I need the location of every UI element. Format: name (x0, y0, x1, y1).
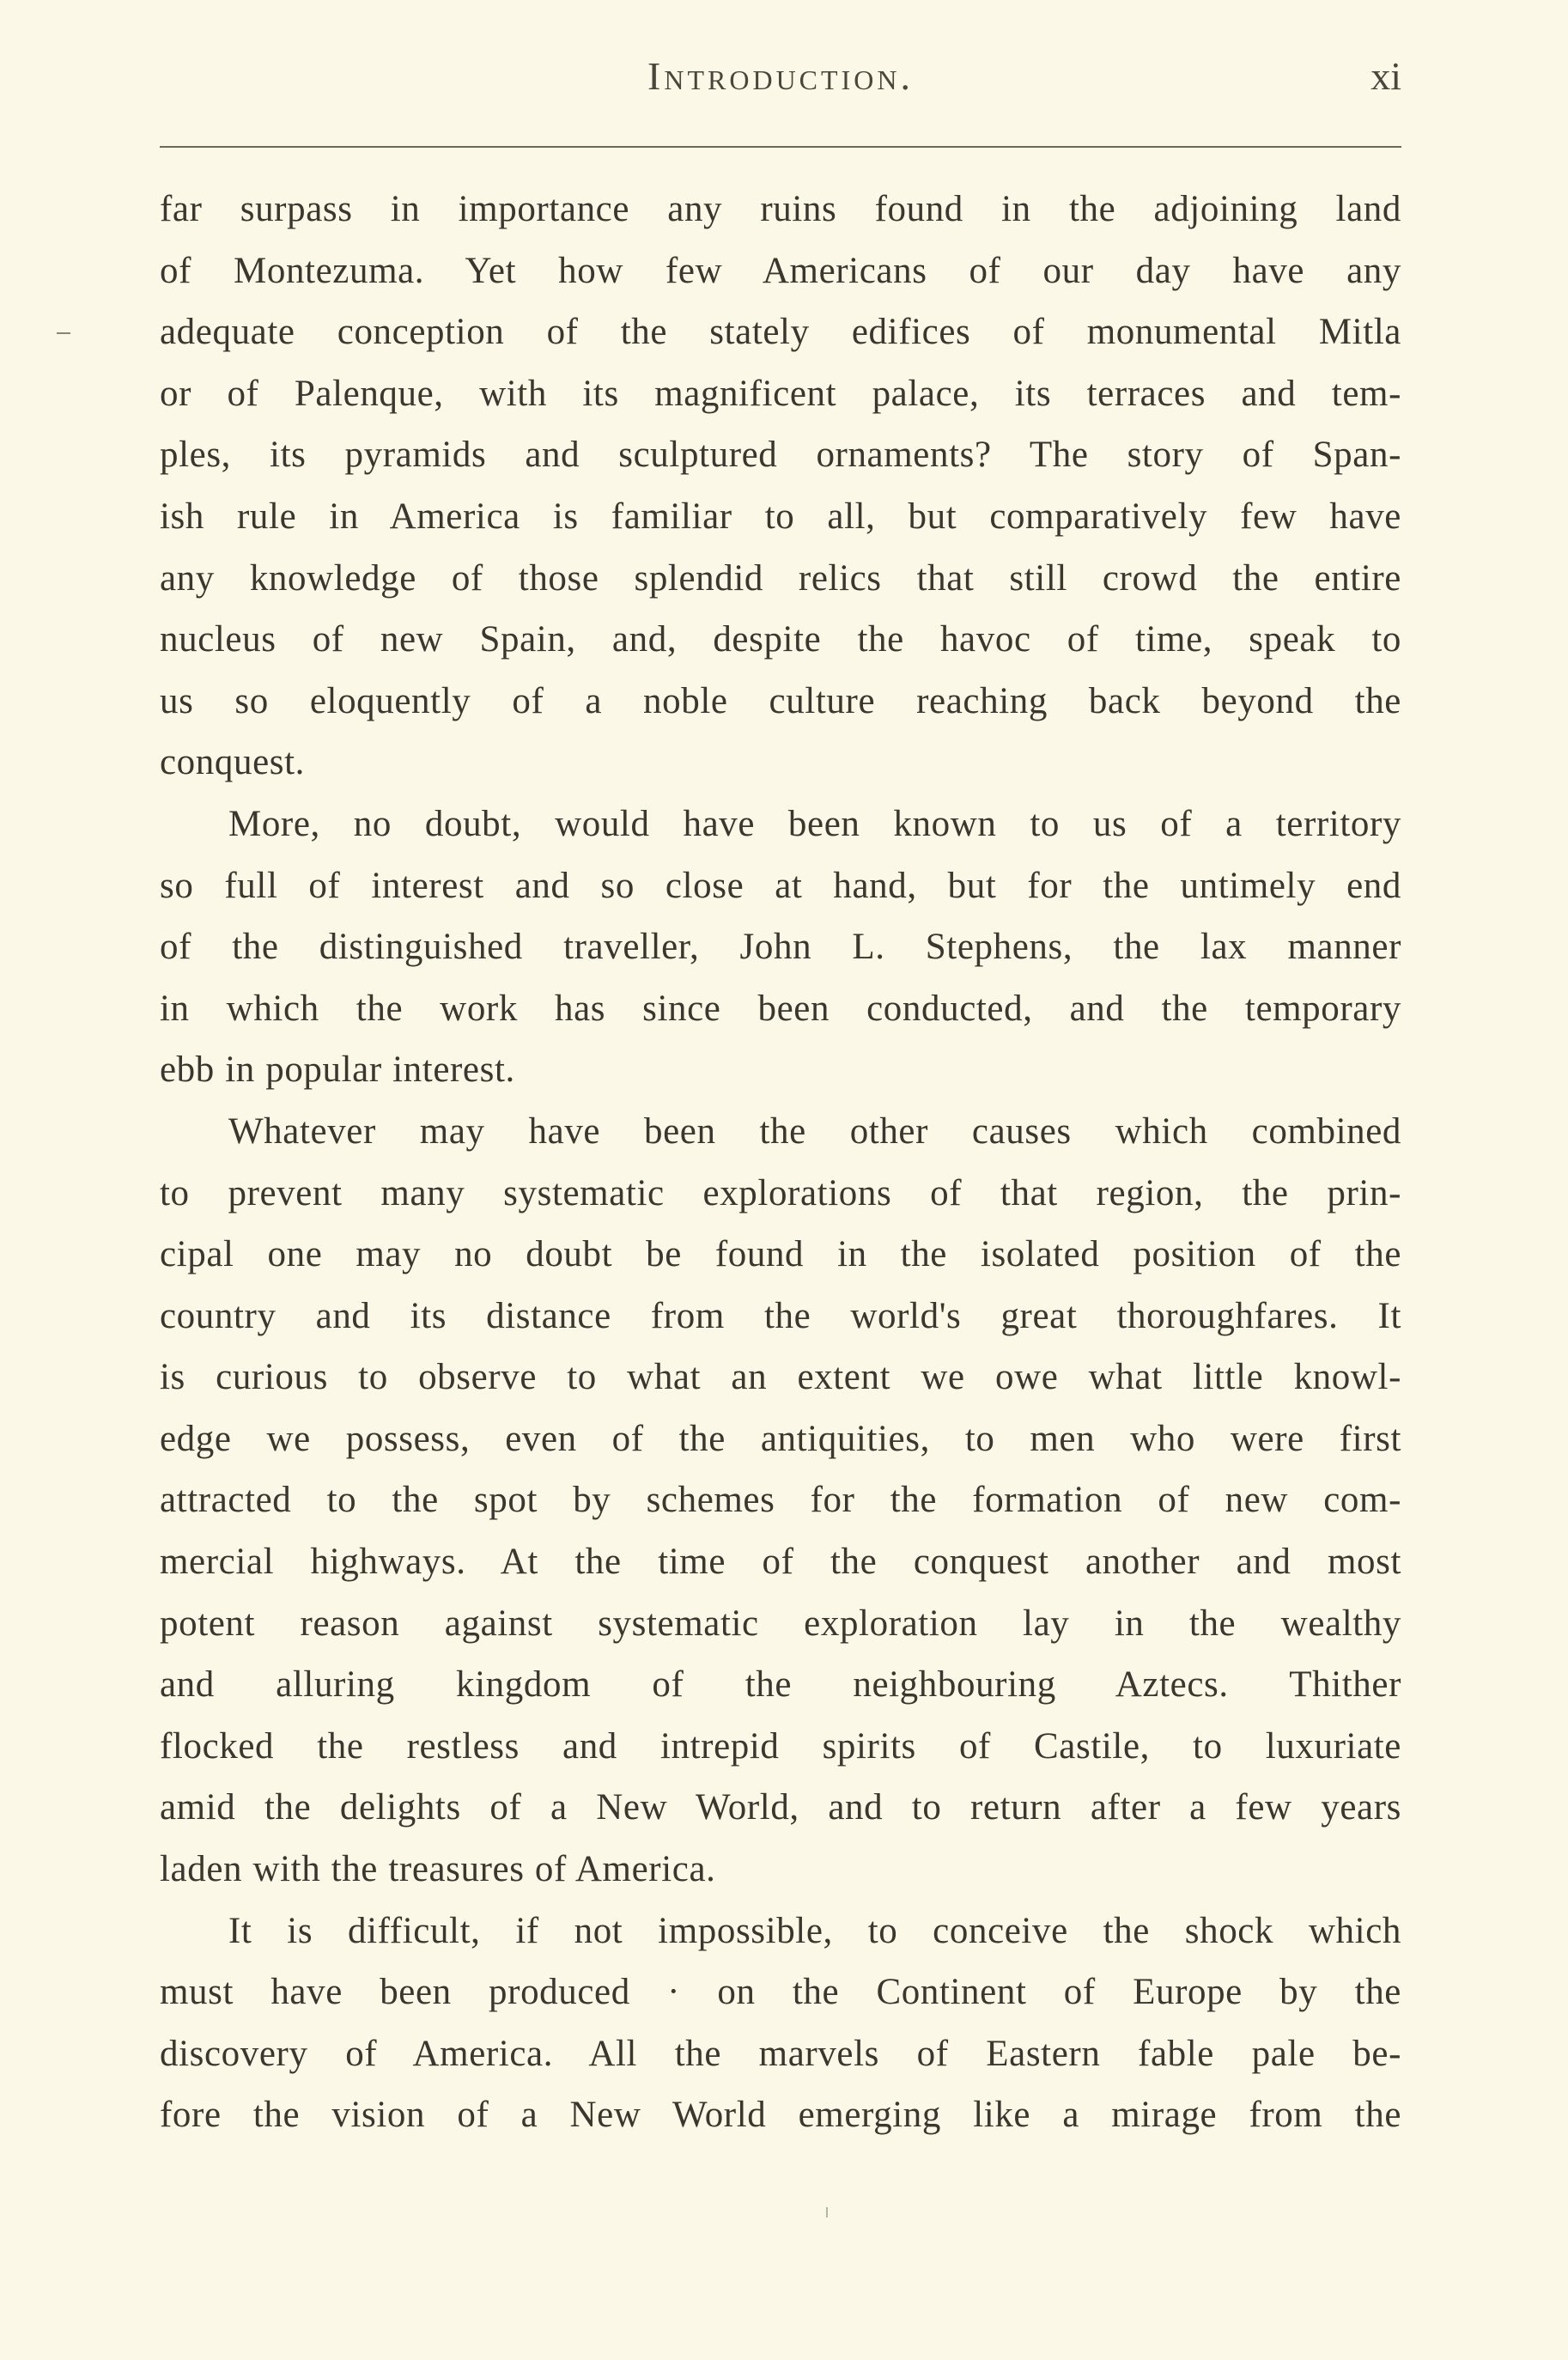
text-line: or of Palenque, with its magnificent palace, its terraces and tem- (160, 373, 1401, 414)
paragraph-3 (160, 1101, 1401, 1901)
text-line: ish rule in America is familiar to all, but comparatively few have (160, 496, 1401, 537)
text-line: ebb in popular interest. (160, 1049, 515, 1091)
text-line: any knowledge of those splendid relics that still crowd the entire (160, 557, 1401, 599)
text-line: to prevent many systematic explorations of that region, the prin- (160, 1172, 1401, 1213)
text-line: far surpass in importance any ruins found in the adjoining land (160, 189, 1401, 229)
page-number: xi (1370, 54, 1401, 98)
text-line: nucleus of new Spain, and, despite the havoc of time, speak to (160, 619, 1401, 660)
printer-mark (826, 2207, 828, 2217)
text-line: fore the vision of a New World emerging like a mirage from the (160, 2095, 1401, 2136)
text-line: amid the delights of a New World, and to return after a few years (160, 1787, 1401, 1828)
header-rule (160, 146, 1401, 148)
paragraph-2 (160, 794, 1401, 1101)
text-line: so full of interest and so close at hand, but for the untimely end (160, 865, 1401, 906)
body-text (160, 179, 1401, 2146)
running-head (160, 53, 1401, 105)
text-line: conquest. (160, 742, 306, 783)
text-line: cipal one may no doubt be found in the isolated position of the (160, 1234, 1401, 1275)
text-line: More, no doubt, would have been known to us of a territory (228, 803, 1401, 844)
text-line: of the distinguished traveller, John L. Stephens, the lax manner (160, 927, 1401, 968)
text-line: Whatever may have been the other causes which combined (228, 1110, 1401, 1152)
text-line: flocked the restless and intrepid spirits of Castile, to luxuriate (160, 1725, 1401, 1767)
paragraph-4 (160, 1901, 1401, 2146)
running-title: Introduction. (647, 54, 914, 98)
text-line: potent reason against systematic exploration lay in the wealthy (160, 1603, 1401, 1644)
text-line: and alluring kingdom of the neighbouring Aztecs. Thither (160, 1664, 1401, 1706)
text-line: country and its distance from the world's great thoroughfares. It (160, 1295, 1401, 1336)
text-line: of Montezuma. Yet how few Americans of our day have any (160, 250, 1401, 291)
text-line: discovery of America. All the marvels of Eastern fable pale be- (160, 2033, 1401, 2074)
text-line: us so eloquently of a noble culture reaching back beyond the (160, 680, 1401, 721)
text-line: mercial highways. At the time of the conquest another and most (160, 1542, 1401, 1583)
text-line: edge we possess, even of the antiquities, to men who were first (160, 1418, 1401, 1459)
text-line: is curious to observe to what an extent we owe what little knowl- (160, 1357, 1401, 1398)
paragraph-1 (160, 179, 1401, 794)
text-line: adequate conception of the stately edifices of monumental Mitla (160, 312, 1401, 353)
text-line: laden with the treasures of America. (160, 1849, 716, 1890)
text-line: ples, its pyramids and sculptured ornaments? The story of Span- (160, 435, 1401, 476)
margin-mark (57, 332, 70, 334)
text-line: attracted to the spot by schemes for the formation of new com- (160, 1480, 1401, 1521)
text-line: must have been produced · on the Continent of Europe by the (160, 1972, 1401, 2013)
text-line: in which the work has since been conducted, and the temporary (160, 988, 1401, 1029)
text-line: It is difficult, if not impossible, to conceive the shock which (228, 1910, 1401, 1951)
